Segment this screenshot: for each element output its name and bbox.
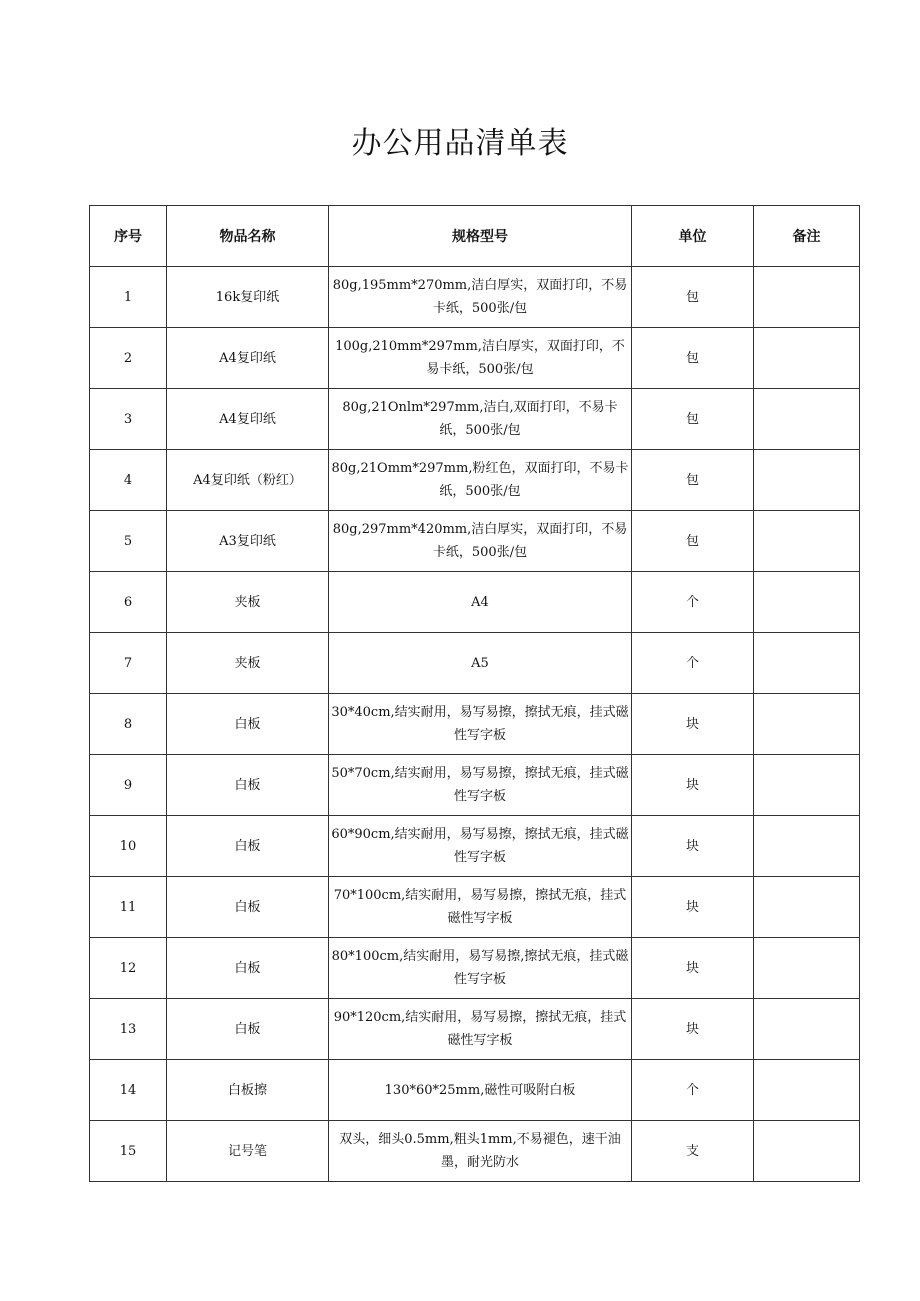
cell-item-name: 白板 [167, 999, 329, 1060]
cell-unit: 块 [632, 999, 754, 1060]
cell-no: 10 [90, 816, 167, 877]
cell-unit: 包 [632, 328, 754, 389]
cell-unit: 支 [632, 1121, 754, 1182]
cell-item-name: 白板 [167, 694, 329, 755]
cell-item-name: 白板 [167, 877, 329, 938]
cell-item-name: 16k复印纸 [167, 267, 329, 328]
cell-spec: A5 [329, 633, 632, 694]
cell-item-name: 记号笔 [167, 1121, 329, 1182]
header-unit: 单位 [632, 206, 754, 267]
cell-unit: 包 [632, 389, 754, 450]
cell-item-name: A4复印纸 [167, 328, 329, 389]
table-row [90, 450, 860, 511]
cell-item-name: A3复印纸 [167, 511, 329, 572]
office-supplies-table [89, 205, 860, 1182]
cell-unit: 包 [632, 267, 754, 328]
cell-spec: 80*100cm,结实耐用，易写易擦,擦拭无痕，挂式磁性写字板 [329, 938, 632, 999]
cell-remark [754, 1060, 860, 1121]
cell-remark [754, 694, 860, 755]
cell-remark [754, 267, 860, 328]
cell-no: 15 [90, 1121, 167, 1182]
cell-no: 3 [90, 389, 167, 450]
cell-remark [754, 938, 860, 999]
cell-spec: 80g,195mm*270mm,洁白厚实，双面打印，不易卡纸，500张/包 [329, 267, 632, 328]
cell-unit: 包 [632, 511, 754, 572]
header-name: 物品名称 [167, 206, 329, 267]
cell-spec: 双头，细头0.5mm,粗头1mm,不易褪色，速干油墨，耐光防水 [329, 1121, 632, 1182]
cell-unit: 个 [632, 1060, 754, 1121]
cell-spec: 80g,21Onlm*297mm,洁白,双面打印，不易卡纸，500张/包 [329, 389, 632, 450]
table-row [90, 389, 860, 450]
cell-remark [754, 450, 860, 511]
cell-spec: 60*90cm,结实耐用，易写易擦，擦拭无痕，挂式磁性写字板 [329, 816, 632, 877]
cell-remark [754, 1121, 860, 1182]
table-row [90, 267, 860, 328]
table-row [90, 877, 860, 938]
cell-no: 6 [90, 572, 167, 633]
table-row [90, 1121, 860, 1182]
cell-item-name: 白板 [167, 816, 329, 877]
cell-remark [754, 755, 860, 816]
cell-spec: 80g,21Omm*297mm,粉红色，双面打印，不易卡纸，500张/包 [329, 450, 632, 511]
cell-spec: 50*70cm,结实耐用，易写易擦，擦拭无痕，挂式磁性写字板 [329, 755, 632, 816]
cell-item-name: 白板 [167, 755, 329, 816]
cell-item-name: A4复印纸 [167, 389, 329, 450]
cell-spec: 90*120cm,结实耐用，易写易擦，擦拭无痕，挂式磁性写字板 [329, 999, 632, 1060]
table-header-row [90, 206, 860, 267]
table-row [90, 633, 860, 694]
header-no: 序号 [90, 206, 167, 267]
cell-remark [754, 999, 860, 1060]
cell-spec: A4 [329, 572, 632, 633]
table-row [90, 511, 860, 572]
cell-remark [754, 877, 860, 938]
cell-no: 1 [90, 267, 167, 328]
cell-remark [754, 328, 860, 389]
table-row [90, 694, 860, 755]
cell-no: 9 [90, 755, 167, 816]
cell-no: 4 [90, 450, 167, 511]
cell-no: 11 [90, 877, 167, 938]
cell-unit: 块 [632, 694, 754, 755]
cell-no: 8 [90, 694, 167, 755]
header-spec: 规格型号 [329, 206, 632, 267]
cell-remark [754, 572, 860, 633]
cell-remark [754, 633, 860, 694]
cell-no: 12 [90, 938, 167, 999]
cell-spec: 80g,297mm*420mm,洁白厚实，双面打印，不易卡纸，500张/包 [329, 511, 632, 572]
cell-unit: 块 [632, 755, 754, 816]
cell-spec: 130*60*25mm,磁性可吸附白板 [329, 1060, 632, 1121]
cell-unit: 个 [632, 572, 754, 633]
cell-unit: 块 [632, 877, 754, 938]
table-row [90, 755, 860, 816]
cell-item-name: 白板 [167, 938, 329, 999]
header-remark: 备注 [754, 206, 860, 267]
cell-no: 13 [90, 999, 167, 1060]
cell-no: 14 [90, 1060, 167, 1121]
table-row [90, 1060, 860, 1121]
cell-no: 2 [90, 328, 167, 389]
table-row [90, 938, 860, 999]
cell-unit: 块 [632, 816, 754, 877]
cell-item-name: 白板擦 [167, 1060, 329, 1121]
table-row [90, 999, 860, 1060]
cell-no: 7 [90, 633, 167, 694]
cell-no: 5 [90, 511, 167, 572]
cell-spec: 100g,210mm*297mm,洁白厚实，双面打印，不易卡纸，500张/包 [329, 328, 632, 389]
cell-unit: 个 [632, 633, 754, 694]
cell-item-name: 夹板 [167, 633, 329, 694]
cell-item-name: A4复印纸（粉红） [167, 450, 329, 511]
cell-remark [754, 816, 860, 877]
cell-spec: 30*40cm,结实耐用，易写易擦，擦拭无痕，挂式磁性写字板 [329, 694, 632, 755]
table-row [90, 328, 860, 389]
cell-unit: 块 [632, 938, 754, 999]
cell-remark [754, 389, 860, 450]
cell-spec: 70*100cm,结实耐用，易写易擦，擦拭无痕，挂式磁性写字板 [329, 877, 632, 938]
table-row [90, 816, 860, 877]
table-body [90, 267, 860, 1182]
cell-remark [754, 511, 860, 572]
table-row [90, 572, 860, 633]
page-title: 办公用品清单表 [351, 126, 569, 161]
cell-item-name: 夹板 [167, 572, 329, 633]
cell-unit: 包 [632, 450, 754, 511]
